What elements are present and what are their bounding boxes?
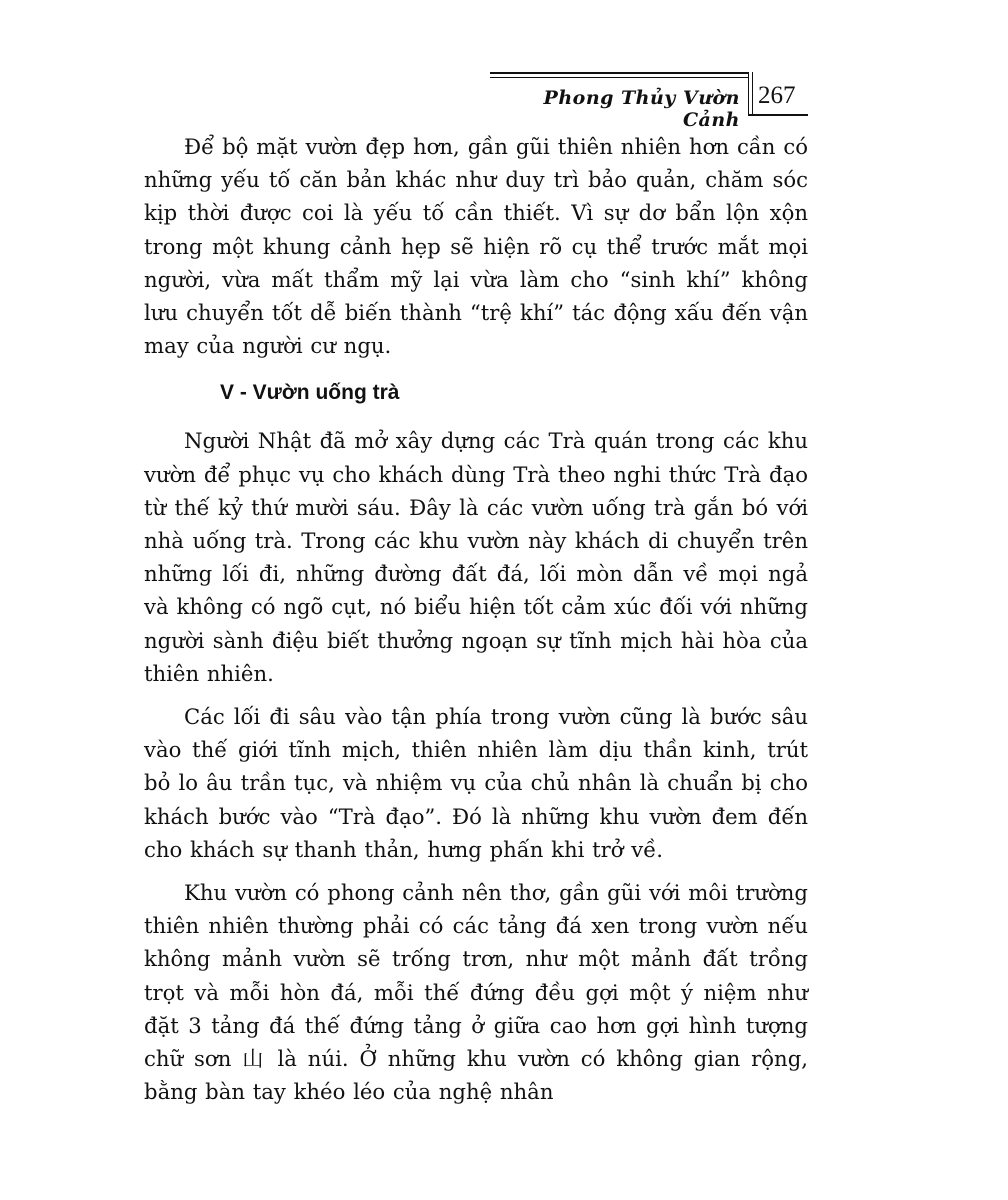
paragraph-2: Người Nhật đã mở xây dựng các Trà quán trong các khu vườn để phục vụ cho khách dùng Trà theo nghi thức Trà đạo từ thế kỷ thứ mười sáu. Đây là các vườn uống trà gắn bó với nhà uống trà. Trong các khu vườn này khách di chuyển trên những lối đi, những đường đất đá, lối mòn dẫn về mọi ngả và không có ngõ cụt, nó biểu hiện tốt cảm xúc đối với những người sành điệu biết thưởng ngoạn sự tĩnh mịch hài hòa của thiên nhiên. [144,428,808,686]
section-heading: V - Vườn uống trà [220,381,400,405]
paragraph-3: Các lối đi sâu vào tận phía trong vườn cũng là bước sâu vào thế giới tĩnh mịch, thiên nhiên làm dịu thần kinh, trút bỏ lo âu trần tục, và nhiệm vụ của chủ nhân là chuẩn bị cho khách bước vào “Trà đạo”. Đó là những khu vườn đem đến cho khách sự thanh thản, hưng phấn khi trở về. [144,704,808,862]
page-header [490,72,808,131]
header-rule-top [490,72,748,74]
running-title: Phong Thủy Vườn Cảnh [543,87,740,131]
header-divider [748,72,753,116]
paragraph-1: Để bộ mặt vườn đẹp hơn, gần gũi thiên nhiên hơn cần có những yếu tố căn bản khác như duy trì bảo quản, chăm sóc kịp thời được coi là yếu tố cần thiết. Vì sự dơ bẩn lộn xộn trong một khung cảnh hẹp sẽ hiện rõ cụ thể trước mắt mọi người, vừa mất thẩm mỹ lại vừa làm cho “sinh khí” không lưu chuyển tốt dễ biến thành “trệ khí” tác động xấu đến vận may của người cư ngụ. [144,134,808,359]
header-rule-bottom [748,114,808,116]
header-rule-top-thin [490,77,748,78]
page-number: 267 [758,82,796,109]
paragraph-4: Khu vườn có phong cảnh nên thơ, gần gũi với môi trường thiên nhiên thường phải có các tảng đá xen trong vườn nếu không mảnh vườn sẽ trống trơn, như một mảnh đất trồng trọt và mỗi hòn đá, mỗi thế đứng đều gợi một ý niệm như đặt 3 tảng đá thế đứng tảng ở giữa cao hơn gợi hình tượng chữ sơn 山 là núi. Ở những khu vườn có không gian rộng, bằng bàn tay khéo léo của nghệ nhân [144,880,808,1105]
page-body [144,130,808,1108]
